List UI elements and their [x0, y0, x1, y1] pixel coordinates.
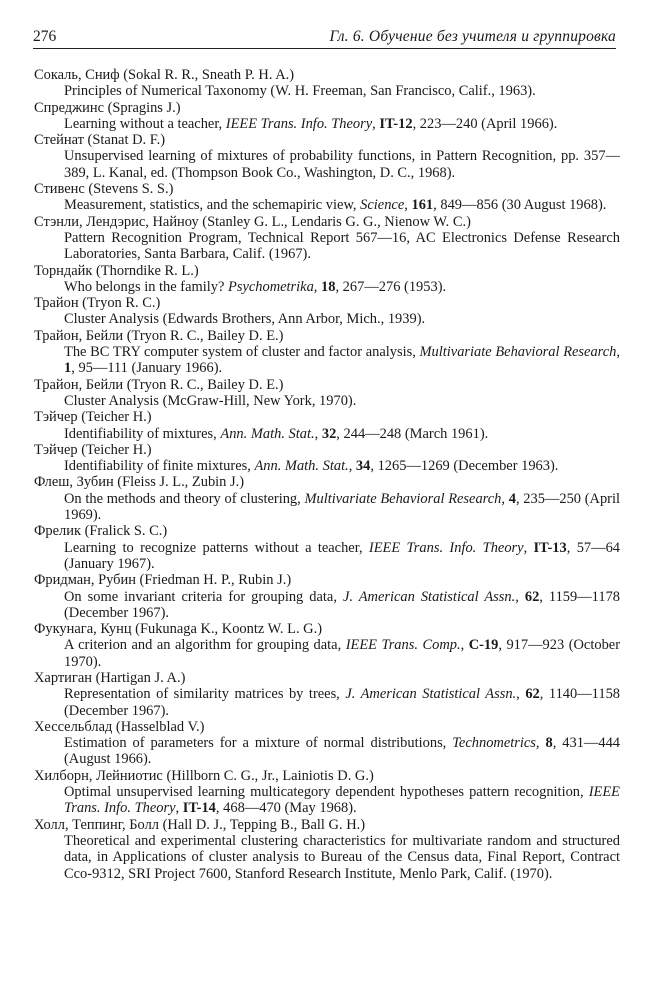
reference-author: Фукунага, Кунц (Fukunaga K., Koontz W. L. G.) [34, 621, 323, 638]
citation-text: , [404, 197, 412, 214]
citation-text: Cluster Analysis (Edwards Brothers, Ann Arbor, Mich., 1939). [64, 311, 426, 328]
volume-number: 34 [355, 458, 371, 475]
reference-entry [34, 409, 620, 442]
reference-citation [34, 344, 620, 377]
citation-text: , 95—111 (January 1966). [71, 360, 223, 377]
citation-text: Representation of similarity matrices by trees, [64, 686, 346, 703]
volume-number: 161 [411, 197, 434, 214]
reference-author: Торндайк (Thorndike R. L.) [34, 262, 199, 279]
volume-number: 32 [321, 425, 337, 442]
volume-number: 1 [64, 360, 72, 377]
reference-citation [34, 686, 620, 719]
reference-entry [34, 768, 620, 817]
reference-author: Хессельблад (Hasselblad V.) [34, 718, 205, 735]
reference-entry [34, 670, 620, 719]
reference-entry [34, 100, 620, 133]
reference-author: Хартиган (Hartigan J. A.) [34, 669, 186, 686]
reference-entry [34, 442, 620, 475]
citation-text: , 235—250 (April 1969). [64, 490, 620, 524]
journal-title: Ann. Math. Stat. [254, 458, 349, 475]
running-header [33, 26, 616, 49]
citation-text: , [175, 800, 183, 817]
journal-title: J. American Statistical Assn. [342, 588, 516, 605]
reference-citation [34, 311, 620, 327]
volume-number: C-19 [468, 637, 499, 654]
reference-citation [34, 735, 620, 768]
citation-text: , [516, 686, 526, 703]
reference-author: Хилборн, Лейниотис (Hillborn C. G., Jr., Lainiotis D. G.) [34, 767, 374, 784]
journal-title: Multivariate Behavioral Research [419, 344, 617, 361]
citation-text: , 917—923 (October 1970). [64, 637, 621, 670]
citation-text: Learning to recognize patterns without a teacher, [64, 539, 369, 556]
reference-author: Стэнли, Лендэрис, Найноу (Stanley G. L., Lendaris G. G., Nienow W. C.) [34, 213, 471, 230]
reference-author: Спреджинс (Spragins J.) [34, 99, 181, 116]
citation-text: , [501, 490, 509, 507]
citation-text: The BC TRY computer system of cluster and factor analysis, [64, 344, 420, 361]
volume-number: 18 [321, 278, 336, 295]
reference-entry [34, 377, 620, 410]
reference-citation [34, 148, 620, 181]
citation-text: , 849—856 (30 August 1968). [433, 197, 607, 214]
reference-author: Холл, Теппинг, Болл (Hall D. J., Tepping B., Ball G. H.) [34, 816, 366, 833]
citation-text: On the methods and theory of clustering, [64, 490, 305, 507]
citation-text: Cluster Analysis (McGraw-Hill, New York, 1970). [64, 392, 357, 409]
citation-text: On some invariant criteria for grouping data, [64, 588, 343, 605]
reference-author: Стивенс (Stevens S. S.) [34, 181, 174, 198]
citation-text: , 244—248 (March 1961). [336, 425, 489, 442]
citation-text: Theoretical and experimental clustering characteristics for multivariate random and structured data, in Applications of cluster analysis to Bureau of the Census data, Final Report, Contract Cco-9312, SRI Project 7600, Stanford Research Institute, Menlo Park, Calif. (1970). [64, 832, 620, 882]
citation-text: , [515, 588, 525, 605]
reference-citation [34, 491, 620, 524]
reference-entry [34, 263, 620, 296]
reference-entry [34, 328, 620, 377]
page-number: 276 [33, 28, 57, 45]
reference-citation [34, 833, 620, 882]
reference-entry [34, 719, 620, 768]
reference-entry [34, 181, 620, 214]
reference-citation [34, 589, 620, 622]
citation-text: Unsupervised learning of mixtures of probability functions, in Pattern Recognition, pp. 357—389, L. Kanal, ed. (Thompson Book Co., Washington, D. C., 1968). [64, 148, 620, 181]
reference-entry [34, 621, 620, 670]
reference-citation [34, 83, 620, 99]
citation-text: Identifiability of mixtures, [64, 425, 221, 442]
citation-text: , 431—444 (August 1966). [64, 735, 621, 768]
reference-author: Фрелик (Fralick S. C.) [34, 523, 168, 540]
reference-entry [34, 474, 620, 523]
journal-title: IEEE Trans. Info. Theory [368, 539, 524, 556]
citation-text: , [460, 637, 469, 654]
reference-citation [34, 116, 620, 132]
reference-author: Трайон, Бейли (Tryon R. C., Bailey D. E.) [34, 376, 284, 393]
citation-text: , 57—64 (January 1967). [64, 539, 621, 572]
volume-number: IT-14 [182, 800, 216, 817]
journal-title: IEEE Trans. Info. Theory [225, 115, 373, 132]
citation-text: Identifiability of finite mixtures, [64, 458, 255, 475]
reference-author: Фридман, Рубин (Friedman H. P., Rubin J.) [34, 572, 292, 589]
reference-citation [34, 458, 620, 474]
reference-entry [34, 132, 620, 181]
journal-title: Psychometrika [228, 278, 314, 295]
citation-text: A criterion and an algorithm for grouping data, [64, 637, 346, 654]
citation-text: , 267—276 (1953). [335, 278, 447, 295]
volume-number: IT-13 [533, 539, 567, 556]
reference-entry [34, 67, 620, 100]
reference-entry [34, 572, 620, 621]
volume-number: 62 [524, 588, 540, 605]
citation-text: Principles of Numerical Taxonomy (W. H. Freeman, San Francisco, Calif., 1963). [64, 83, 536, 100]
journal-title: Technometrics [452, 735, 536, 752]
citation-text: , 1140—1158 (December 1967). [64, 686, 621, 719]
reference-citation [34, 540, 620, 573]
reference-author: Трайон (Tryon R. C.) [34, 295, 161, 312]
citation-text: Learning without a teacher, [64, 115, 226, 132]
reference-entry [34, 295, 620, 328]
reference-entry [34, 523, 620, 572]
citation-text: , [523, 539, 534, 556]
journal-title: IEEE Trans. Info. Theory [64, 784, 620, 817]
reference-author: Сокаль, Сниф (Sokal R. R., Sneath P. H. A.) [34, 67, 295, 83]
citation-text: , [348, 458, 356, 475]
reference-citation [34, 393, 620, 409]
citation-text: , 468—470 (May 1968). [215, 800, 357, 817]
running-title: Гл. 6. Обучение без учителя и группировка [329, 28, 616, 45]
reference-author: Стейнат (Stanat D. F.) [34, 132, 166, 149]
citation-text: Measurement, statistics, and the schemapiric view, [64, 197, 361, 214]
citation-text: , [314, 425, 322, 442]
reference-citation [34, 230, 620, 263]
citation-text: , [535, 735, 546, 752]
volume-number: IT-12 [379, 115, 413, 132]
reference-author: Тэйчер (Teicher H.) [34, 409, 152, 426]
citation-text: , [372, 115, 380, 132]
volume-number: 4 [508, 490, 516, 507]
citation-text: Who belongs in the family? [64, 278, 228, 295]
reference-citation [34, 426, 620, 442]
reference-citation [34, 197, 620, 213]
reference-citation [34, 279, 620, 295]
citation-text: , 1159—1178 (December 1967). [64, 588, 621, 621]
journal-title: Multivariate Behavioral Research [304, 490, 502, 507]
reference-citation [34, 784, 620, 817]
journal-title: IEEE Trans. Comp. [345, 637, 461, 654]
citation-text: , 223—240 (April 1966). [412, 115, 558, 132]
citation-text: Optimal unsupervised learning multicategory dependent hypotheses pattern recognition, [64, 784, 589, 801]
volume-number: 8 [545, 735, 553, 752]
citation-text: Pattern Recognition Program, Technical Report 567—16, AC Electronics Defense Research Laboratories, Santa Barbara, Calif. (1967). [64, 229, 620, 263]
reference-author: Трайон, Бейли (Tryon R. C., Bailey D. E.) [34, 327, 284, 344]
reference-author: Флеш, Зубин (Fleiss J. L., Zubin J.) [34, 474, 245, 491]
reference-author: Тэйчер (Teicher H.) [34, 441, 152, 458]
citation-text: , [616, 344, 620, 361]
reference-citation [34, 637, 620, 670]
volume-number: 62 [525, 686, 540, 703]
journal-title: J. American Statistical Assn. [345, 686, 517, 703]
journal-title: Ann. Math. Stat. [220, 425, 315, 442]
reference-list [34, 67, 620, 882]
citation-text: Estimation of parameters for a mixture of normal distributions, [64, 735, 453, 752]
reference-entry [34, 817, 620, 882]
journal-title: Science [360, 197, 405, 214]
reference-entry [34, 214, 620, 263]
citation-text: , [313, 278, 322, 295]
citation-text: , 1265—1269 (December 1963). [370, 458, 559, 475]
